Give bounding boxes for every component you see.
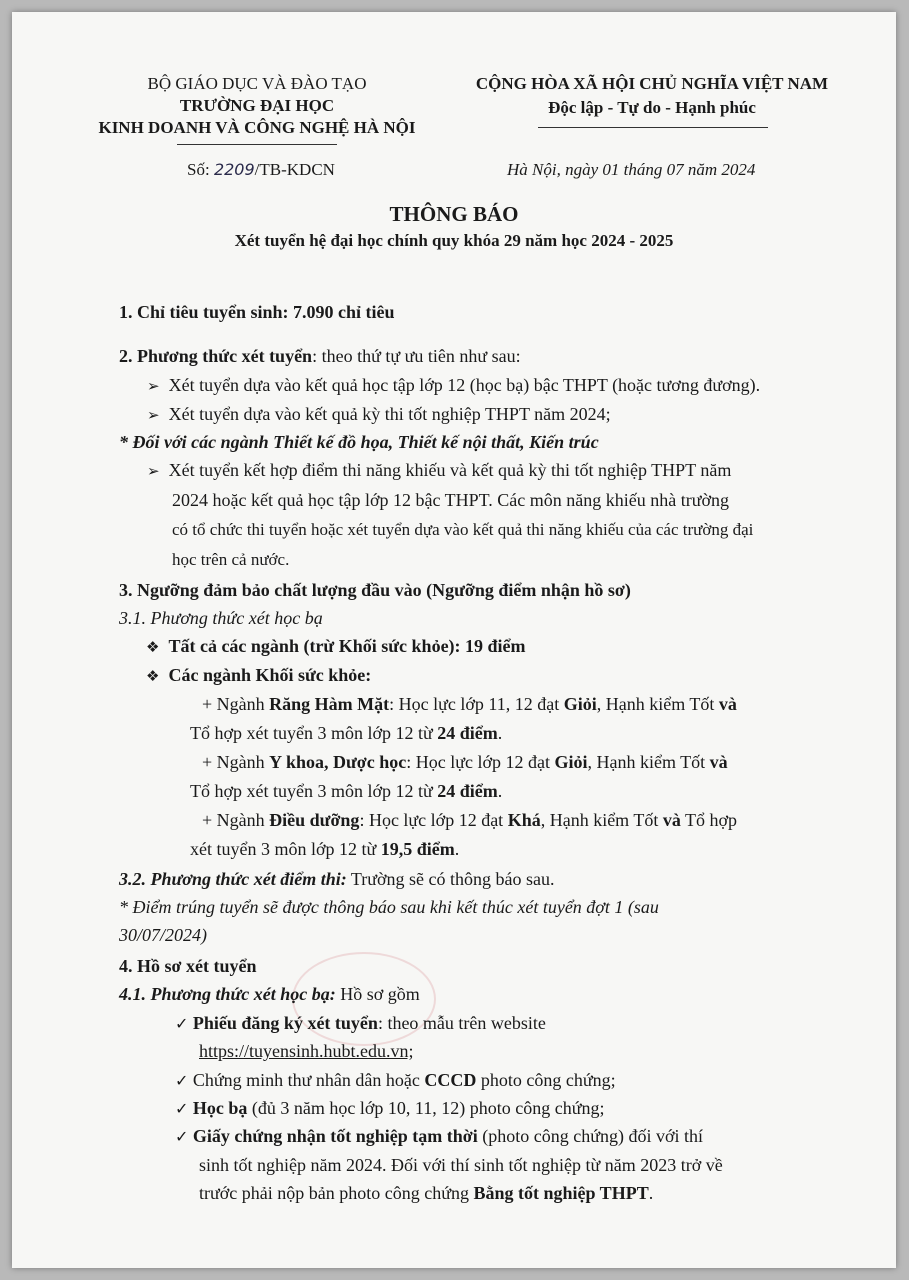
section-3-heading: 3. Ngưỡng đảm bảo chất lượng đầu vào (Ngưỡng điểm nhận hồ sơ) — [119, 580, 631, 600]
document-date: Hà Nội, ngày 01 tháng 07 năm 2024 — [507, 160, 756, 179]
check-icon: ✓ — [175, 1071, 189, 1090]
all-majors-threshold — [146, 636, 526, 657]
arrow-icon: ➢ — [147, 379, 160, 395]
school-name-line1: TRƯỜNG ĐẠI HỌC — [179, 96, 335, 115]
document-title: THÔNG BÁO — [389, 202, 519, 226]
nursing-line2: xét tuyển 3 môn lớp 12 từ 19,5 điểm. — [190, 839, 460, 859]
national-motto: Độc lập - Tự do - Hạnh phúc — [548, 98, 756, 117]
medicine-line1: + Ngành Y khoa, Dược học: Học lực lớp 12 đạt Giỏi, Hạnh kiểm Tốt và — [202, 752, 728, 772]
document-number — [187, 160, 335, 180]
method-item-1-text: Xét tuyển dựa vào kết quả học tập lớp 12 (học bạ) bậc THPT (hoặc tương đương). — [168, 375, 761, 395]
section-1-heading: 1. Chỉ tiêu tuyển sinh: 7.090 chỉ tiêu — [119, 302, 395, 322]
method-item-2-text: Xét tuyển dựa vào kết quả kỳ thi tốt nghiệp THPT năm 2024; — [168, 404, 611, 424]
section-3-1-heading: 3.1. Phương thức xét học bạ — [119, 608, 323, 628]
all-majors-score: 19 điểm — [465, 636, 526, 656]
doc-number-prefix: Số: — [187, 160, 214, 179]
section-2-heading-bold: 2. Phương thức xét tuyển — [119, 346, 313, 366]
design-majors-note: * Đối với các ngành Thiết kế đồ họa, Thiết kế nội thất, Kiến trúc — [119, 432, 599, 452]
section-4-heading: 4. Hồ sơ xét tuyển — [119, 956, 257, 976]
doc-item-id-card: ✓ Chứng minh thư nhân dân hoặc CCCD photo công chứng; — [175, 1070, 616, 1090]
diamond-icon: ❖ — [146, 667, 160, 685]
document-page — [12, 12, 896, 1268]
method-item-2 — [147, 404, 611, 425]
school-name-line2: KINH DOANH VÀ CÔNG NGHỆ HÀ NỘI — [98, 118, 416, 137]
check-icon: ✓ — [175, 1014, 189, 1033]
dentistry-line2: Tổ hợp xét tuyển 3 môn lớp 12 từ 24 điểm. — [190, 723, 503, 743]
diamond-icon: ❖ — [146, 638, 160, 656]
admission-note-line1: * Điểm trúng tuyển sẽ được thông báo sau khi kết thúc xét tuyển đợt 1 (sau — [119, 897, 659, 917]
document-subtitle: Xét tuyển hệ đại học chính quy khóa 29 năm học 2024 - 2025 — [234, 231, 674, 250]
method-item-3-line3: có tổ chức thi tuyển hoặc xét tuyển dựa vào kết quả thi năng khiếu của các trường đại — [172, 520, 754, 539]
arrow-icon: ➢ — [147, 464, 160, 480]
doc-item-graduation-cert: ✓ Giấy chứng nhận tốt nghiệp tạm thời (photo công chứng) đối với thí — [175, 1126, 703, 1146]
method-item-3-line1: Xét tuyển kết hợp điểm thi năng khiếu và kết quả kỳ thi tốt nghiệp THPT năm — [168, 460, 732, 480]
doc-item-graduation-cert-line3: trước phải nộp bản photo công chứng Bằng tốt nghiệp THPT. — [199, 1183, 654, 1203]
method-item-3 — [147, 460, 731, 481]
doc-item-graduation-cert-line2: sinh tốt nghiệp năm 2024. Đối với thí sinh tốt nghiệp từ năm 2023 trở về — [199, 1155, 723, 1175]
doc-item-transcript: ✓ Học bạ (đủ 3 năm học lớp 10, 11, 12) photo công chứng; — [175, 1098, 605, 1118]
method-item-1 — [147, 375, 760, 396]
header-right-underline — [538, 127, 768, 128]
ministry-name: BỘ GIÁO DỤC VÀ ĐÀO TẠO — [147, 74, 367, 93]
check-icon: ✓ — [175, 1099, 189, 1118]
method-item-3-line4: học trên cả nước. — [172, 550, 290, 569]
header-left-underline — [177, 144, 337, 145]
section-2-heading-rest: : theo thứ tự ưu tiên như sau: — [312, 346, 521, 366]
section-3-2-heading: 3.2. Phương thức xét điểm thi: Trường sẽ có thông báo sau. — [119, 869, 555, 889]
section-2-heading — [119, 346, 521, 367]
all-majors-label: Tất cả các ngành (trừ Khối sức khỏe): — [168, 636, 466, 656]
section-4-1-heading: 4.1. Phương thức xét học bạ: Hồ sơ gồm — [119, 984, 420, 1004]
doc-number-handwritten: 2209 — [213, 160, 255, 179]
medicine-line2: Tổ hợp xét tuyển 3 môn lớp 12 từ 24 điểm. — [190, 781, 503, 801]
health-majors-heading — [146, 665, 371, 686]
admission-website-link[interactable]: https://tuyensinh.hubt.edu.vn; — [199, 1041, 414, 1061]
admission-note-line2: 30/07/2024) — [119, 925, 207, 945]
doc-item-application-form: ✓ Phiếu đăng ký xét tuyển: theo mẫu trên website — [175, 1013, 546, 1033]
dentistry-line1: + Ngành Răng Hàm Mặt: Học lực lớp 11, 12 đạt Giỏi, Hạnh kiểm Tốt và — [202, 694, 737, 714]
nursing-line1: + Ngành Điều dưỡng: Học lực lớp 12 đạt Khá, Hạnh kiểm Tốt và Tổ hợp — [202, 810, 738, 830]
method-item-3-line2: 2024 hoặc kết quả học tập lớp 12 bậc THPT. Các môn năng khiếu nhà trường — [172, 490, 729, 510]
country-name: CỘNG HÒA XÃ HỘI CHỦ NGHĨA VIỆT NAM — [475, 74, 829, 93]
health-majors-label: Các ngành Khối sức khỏe: — [168, 665, 372, 685]
doc-number-suffix: /TB-KDCN — [254, 160, 335, 179]
check-icon: ✓ — [175, 1127, 189, 1146]
arrow-icon: ➢ — [147, 408, 160, 424]
